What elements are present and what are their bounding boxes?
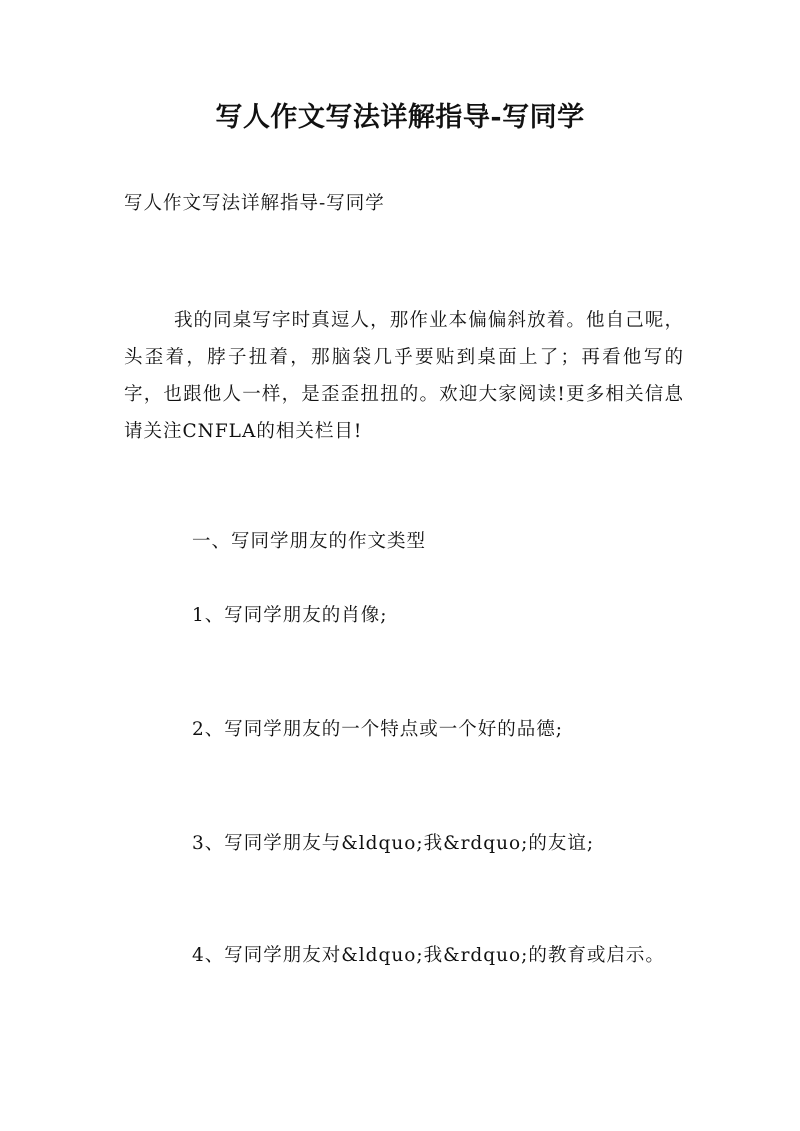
document-title: 写人作文写法详解指导-写同学 [215,102,585,133]
list-item: 4、写同学朋友对&ldquo;我&rdquo;的教育或启示。 [192,945,665,966]
list-item: 3、写同学朋友与&ldquo;我&rdquo;的友谊; [192,833,595,854]
list-item: 1、写同学朋友的肖像; [192,605,388,626]
section-heading: 一、写同学朋友的作文类型 [192,531,427,552]
list-item: 2、写同学朋友的一个特点或一个好的品德; [192,719,564,740]
document-subtitle: 写人作文写法详解指导-写同学 [124,193,385,214]
intro-paragraph: 我的同桌写字时真逗人，那作业本偏偏斜放着。他自己呢，头歪着，脖子扭着，那脑袋几乎要贴到桌面上了；再看他写的字，也跟他人一样，是歪歪扭扭的。欢迎大家阅读!更多相关信息请关注CNFLA的相关栏目! [124,310,684,442]
